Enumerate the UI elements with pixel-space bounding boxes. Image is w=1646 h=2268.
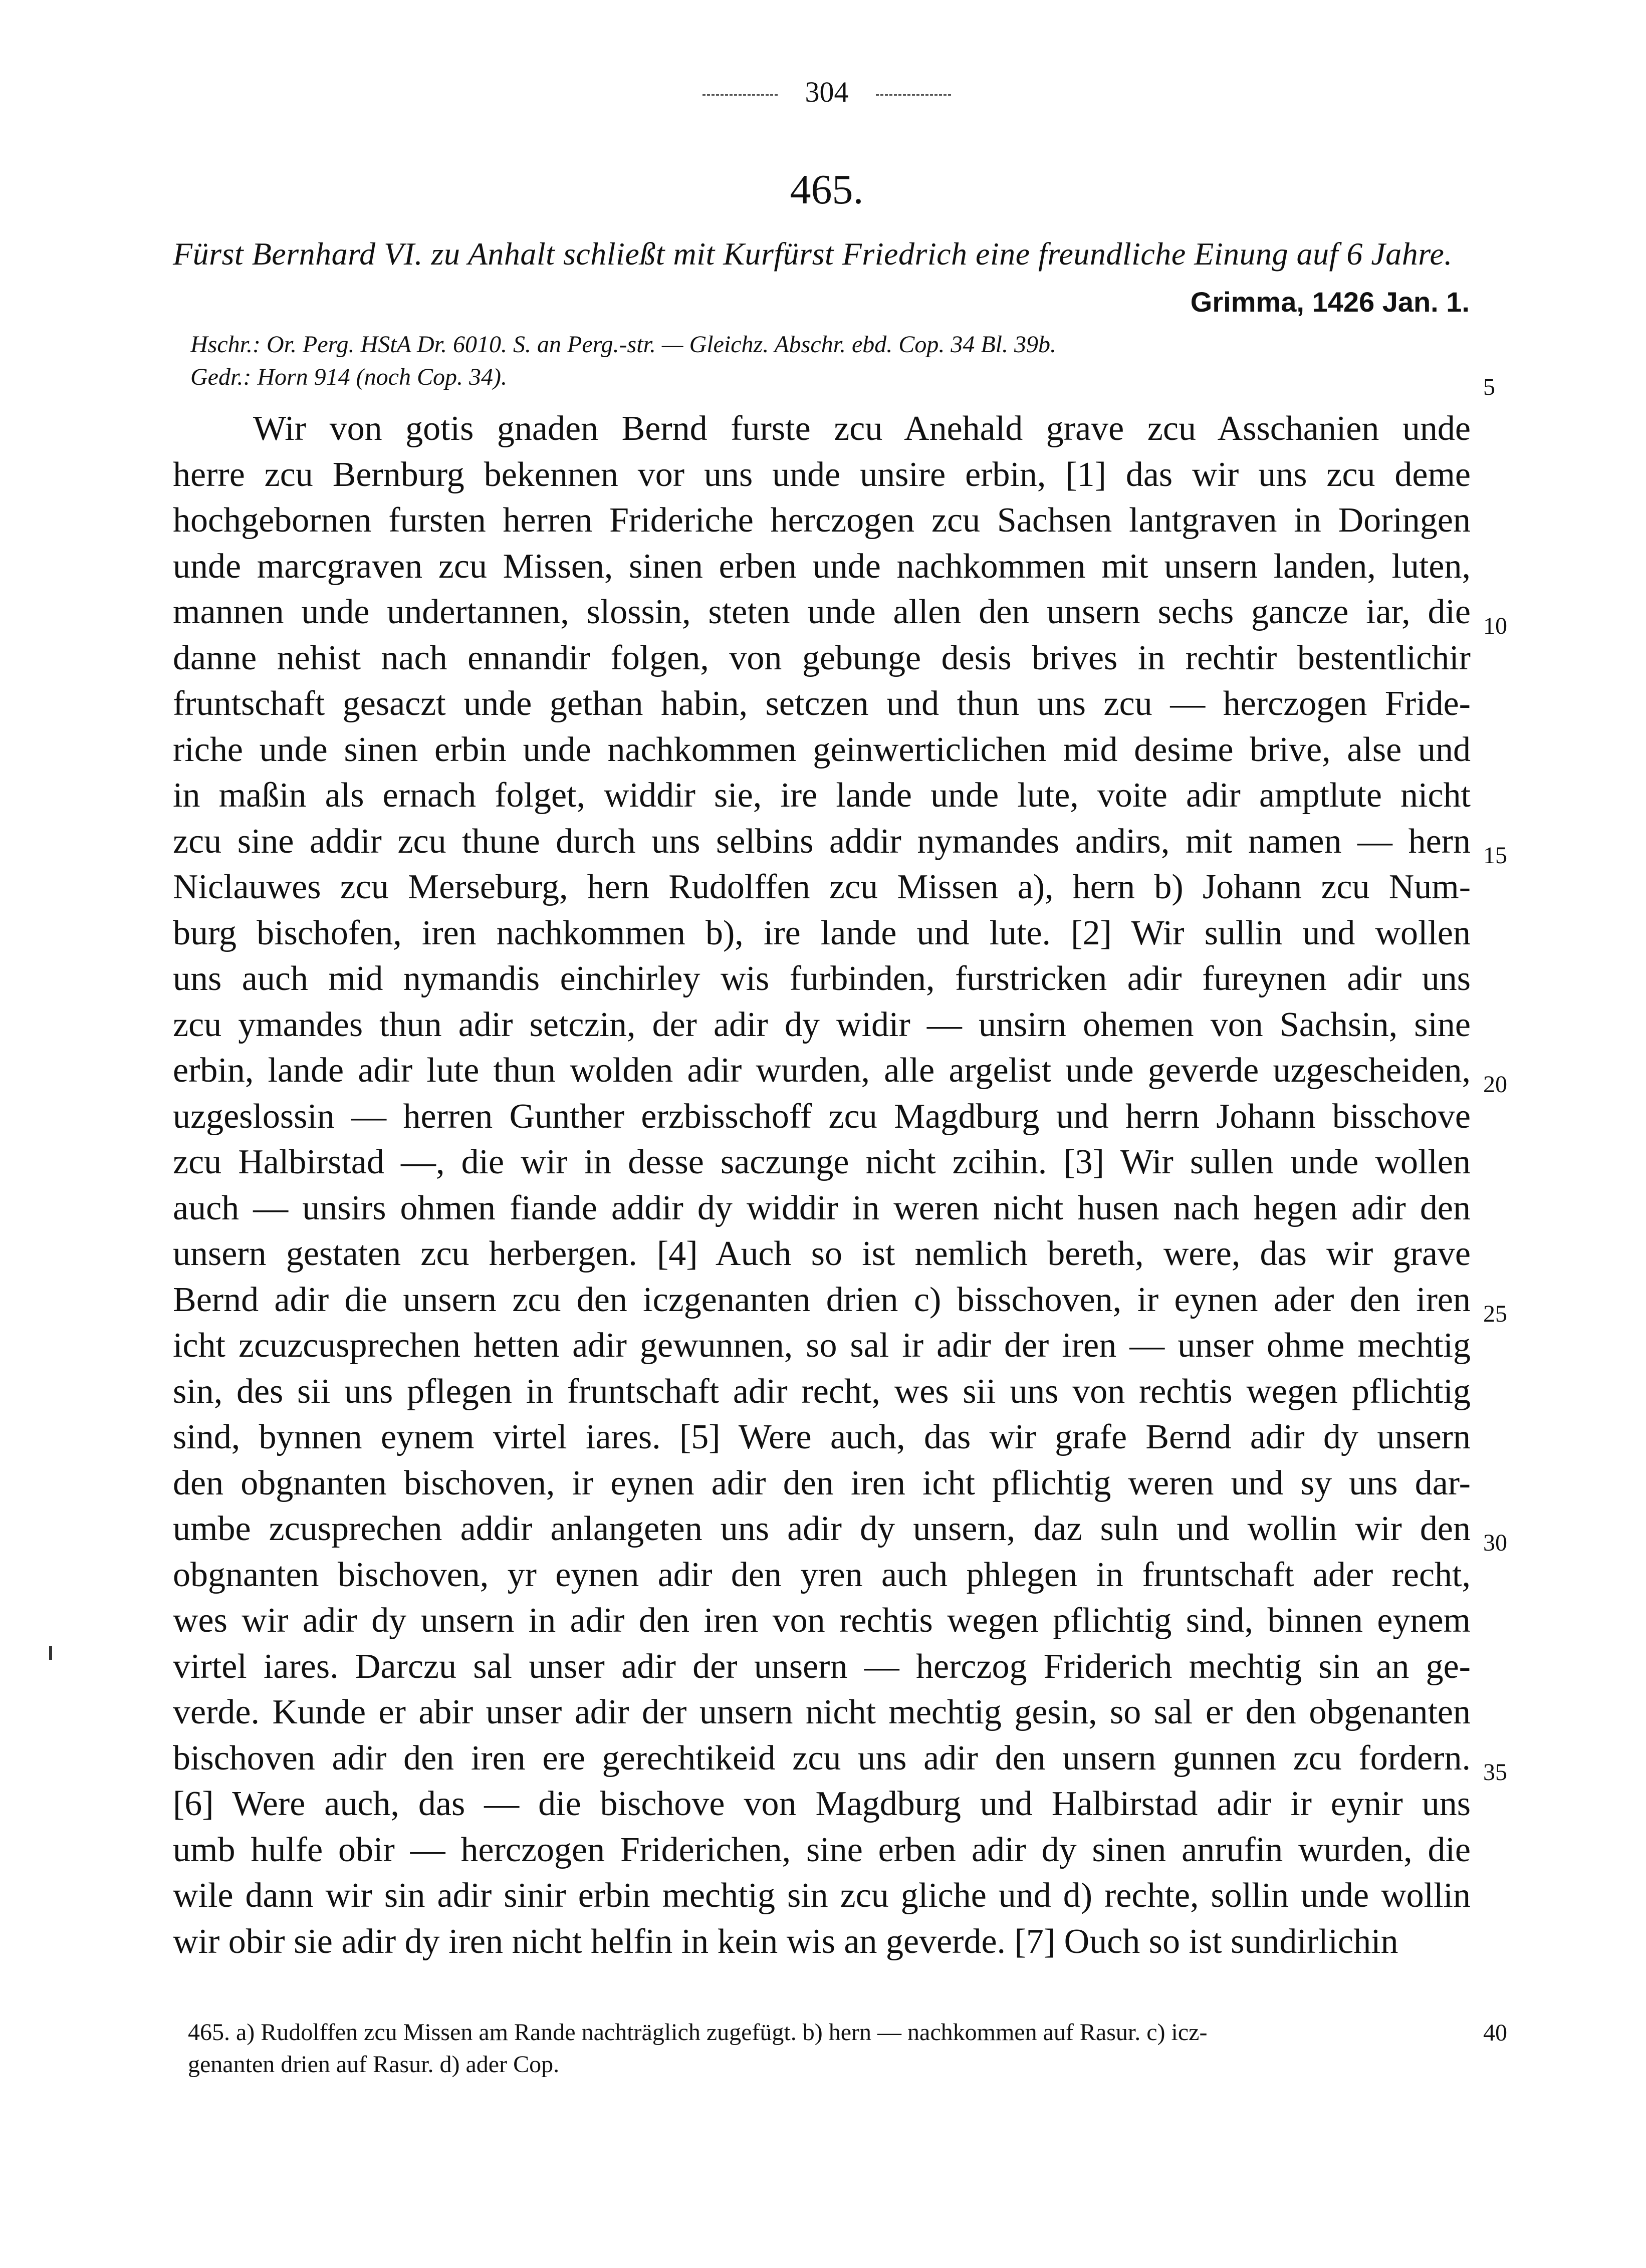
body-line: Wir von gotis gnaden Bernd furste zcu Anehald grave zcu Asschanien unde — [253, 409, 1471, 448]
body-line: Niclauwes zcu Merseburg, hern Rudolffen zcu Missen a), hern b) Johann zcu Num- — [173, 868, 1471, 906]
body-line: wir obir sie adir dy iren nicht helfin in kein wis an geverde. [7] Ouch so ist sundirlichin — [173, 1922, 1398, 1961]
header-rule-right — [876, 94, 951, 96]
body-line: Bernd adir die unsern zcu den iczgenanten drien c) bisschoven, ir eynen ader den iren — [173, 1280, 1471, 1319]
page-number: 304 — [805, 76, 849, 108]
body-line: bischoven adir den iren ere gerechtikeid zcu uns adir den unsern gunnen zcu fordern. — [173, 1738, 1471, 1778]
body-line: burg bischofen, iren nachkommen b), ire lande und lute. [2] Wir sullin und wollen — [173, 913, 1471, 952]
body-line: hochgebornen fursten herren Frideriche herczogen zcu Sachsen lantgraven in Doringen — [173, 501, 1471, 540]
body-line: herre zcu Bernburg bekennen vor uns unde unsire erbin, [1] das wir uns zcu deme — [173, 455, 1471, 494]
body-line: sin, des sii uns pflegen in fruntschaft adir recht, wes sii uns von rechtis wegen pflichtig — [173, 1372, 1471, 1411]
header-rule-left — [702, 94, 778, 96]
body-line: mannen unde undertannen, slossin, steten unde allen den unsern sechs gancze iar, die — [173, 593, 1471, 631]
line-number: 15 — [1483, 842, 1507, 869]
margin-mark — [49, 1646, 52, 1660]
line-number: 5 — [1483, 374, 1495, 400]
body-line: uns auch mid nymandis einchirley wis furbinden, furstricken adir fureynen adir uns — [173, 959, 1471, 998]
body-line: fruntschaft gesaczt unde gethan habin, setczen und thun uns zcu — herczogen Fride- — [173, 684, 1471, 723]
line-number: 40 — [1483, 2020, 1507, 2046]
body-line: uzgeslossin — herren Gunther erzbisschoff zcu Magdburg und herrn Johann bisschove — [173, 1097, 1471, 1136]
body-line: unsern gestaten zcu herbergen. [4] Auch so ist nemlich bereth, were, das wir grave — [173, 1234, 1471, 1273]
body-line: danne nehist nach ennandir folgen, von gebunge desis brives in rechtir bestentlichir — [173, 638, 1471, 677]
line-number: 20 — [1483, 1071, 1507, 1098]
manuscript-note: Hschr.: Or. Perg. HStA Dr. 6010. S. an Perg.-str. — Gleichz. Abschr. ebd. Cop. 34 Bl. 39b. — [190, 331, 1056, 358]
body-line: unde marcgraven zcu Missen, sinen erben unde nachkommen mit unsern landen, luten, — [173, 547, 1471, 586]
body-line: in maßin als ernach folget, widdir sie, ire lande unde lute, voite adir amptlute nicht — [173, 776, 1471, 815]
document-number: 465. — [790, 166, 864, 213]
line-number: 25 — [1483, 1301, 1507, 1327]
line-number: 35 — [1483, 1759, 1507, 1786]
body-line: wes wir adir dy unsern in adir den iren von rechtis wegen pflichtig sind, binnen eynem — [173, 1601, 1471, 1640]
body-line: erbin, lande adir lute thun wolden adir wurden, alle argelist unde geverde uzgescheiden, — [173, 1051, 1471, 1090]
body-line: umbe zcusprechen addir anlangeten uns adir dy unsern, daz suln und wollin wir den — [173, 1509, 1471, 1548]
body-line: sind, bynnen eynem virtel iares. [5] Were auch, das wir grafe Bernd adir dy unsern — [173, 1418, 1471, 1456]
body-line: riche unde sinen erbin unde nachkommen geinwerticlichen mid desime brive, alse und — [173, 730, 1471, 769]
body-line: obgnanten bischoven, yr eynen adir den yren auch phlegen in fruntschaft ader recht, — [173, 1555, 1471, 1594]
body-line: zcu ymandes thun adir setczin, der adir dy widir — unsirn ohemen von Sachsin, sine — [173, 1005, 1471, 1044]
body-line: [6] Were auch, das — die bischove von Magdburg und Halbirstad adir ir eynir uns — [173, 1785, 1471, 1823]
document-title: Fürst Bernhard VI. zu Anhalt schließt mit Kurfürst Friedrich eine freundliche Einung auf 6 Jahre. — [173, 236, 1453, 272]
body-line: icht zcuzcusprechen hetten adir gewunnen, so sal ir adir der iren — unser ohme mechtig — [173, 1326, 1471, 1365]
print-note: Gedr.: Horn 914 (noch Cop. 34). — [190, 364, 507, 390]
body-line: auch — unsirs ohmen fiande addir dy widdir in weren nicht husen nach hegen adir den — [173, 1188, 1471, 1227]
body-line: verde. Kunde er abir unser adir der unsern nicht mechtig gesin, so sal er den obgenanten — [173, 1693, 1471, 1731]
document-body — [173, 406, 1471, 1964]
footnote-line: genanten drien auf Rasur. d) ader Cop. — [188, 2051, 560, 2078]
place-date: Grimma, 1426 Jan. 1. — [1190, 286, 1470, 318]
footnote-line: 465. a) Rudolffen zcu Missen am Rande nachträglich zugefügt. b) hern — nachkommen auf Rasur. c) icz- — [188, 2019, 1208, 2046]
line-number: 10 — [1483, 613, 1507, 639]
body-line: umb hulfe obir — herczogen Friderichen, sine erben adir dy sinen anrufin wurden, die — [173, 1830, 1471, 1869]
body-line: wile dann wir sin adir sinir erbin mechtig sin zcu gliche und d) rechte, sollin unde wollin — [173, 1876, 1471, 1915]
body-line: den obgnanten bischoven, ir eynen adir den iren icht pflichtig weren und sy uns dar- — [173, 1463, 1471, 1502]
body-line: zcu Halbirstad —, die wir in desse saczunge nicht zcihin. [3] Wir sullen unde wollen — [173, 1143, 1471, 1181]
page-header — [601, 75, 1052, 120]
body-line: zcu sine addir zcu thune durch uns selbins addir nymandes andirs, mit namen — hern — [173, 822, 1471, 861]
body-line: virtel iares. Darczu sal unser adir der unsern — herczog Friderich mechtig sin an ge- — [173, 1647, 1471, 1686]
line-number: 30 — [1483, 1530, 1507, 1556]
footnotes — [188, 2017, 1471, 2081]
